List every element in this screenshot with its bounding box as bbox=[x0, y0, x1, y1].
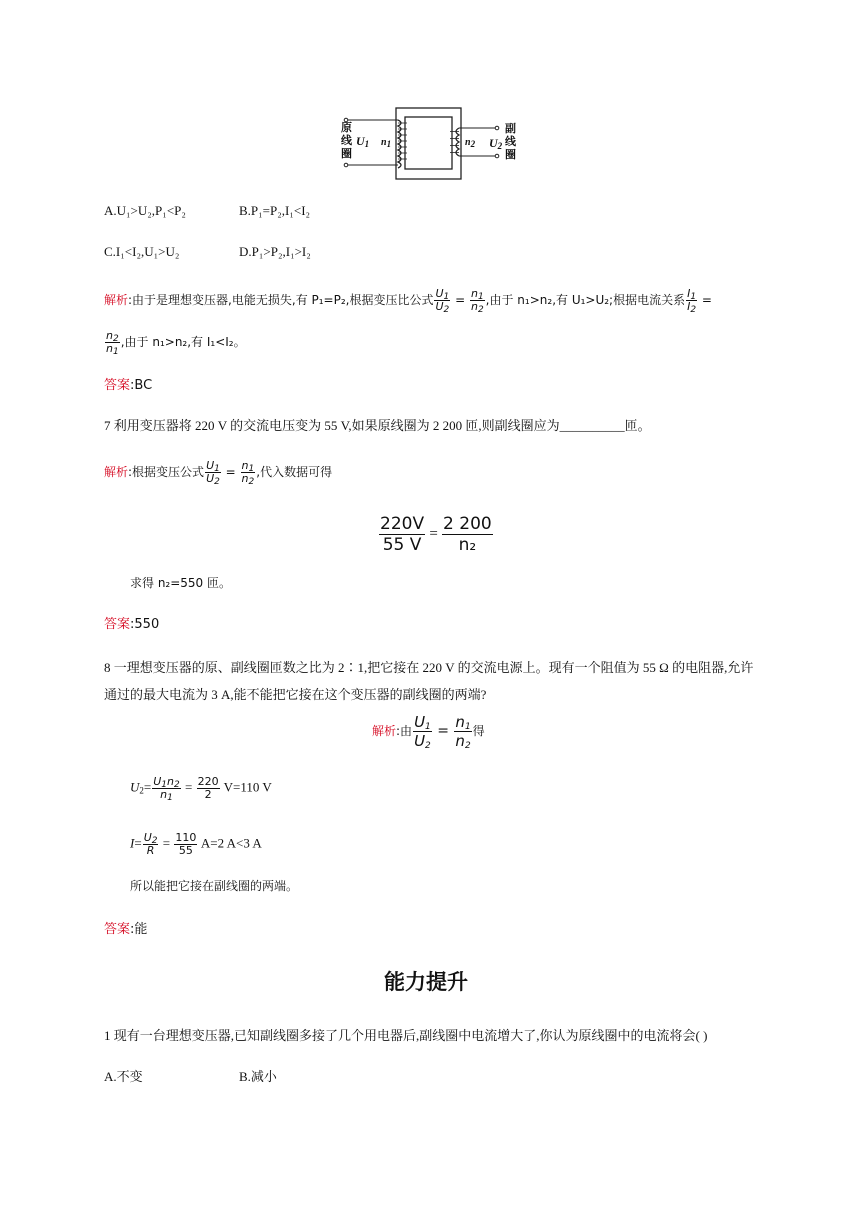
turns-fraction: $\frac{2 200}{\text{n₂}}$ bbox=[443, 514, 492, 555]
transformer-diagram bbox=[335, 104, 525, 180]
calc-result: V=110 V bbox=[223, 779, 272, 795]
n1-label: $n_1$ bbox=[381, 137, 392, 149]
analysis-text: :由 bbox=[396, 724, 413, 738]
analysis-text: :根据变压公式 bbox=[128, 465, 205, 479]
analysis-label: 解析 bbox=[104, 293, 129, 307]
q8-u2-calc: $U_2=$ $\frac{U_1n_2}{n_1}$ = $\frac{220}{2}$ V=110 V bbox=[130, 775, 272, 803]
q1-question: 1 现有一台理想变压器,已知副线圈多接了几个用电器后,副线圈中电流增大了,你认为原线圈中的电流将会( ) bbox=[104, 1028, 708, 1043]
analysis-text: 得 bbox=[472, 724, 485, 738]
q8-question-line1: 8 一理想变压器的原、副线圈匝数之比为 2∶1,把它接在 220 V 的交流电源上。现有一个阻值为 55 Ω 的电阻器,允许 bbox=[104, 660, 754, 675]
answer-label: 答案 bbox=[104, 922, 131, 937]
analysis-text: ,由于 n₁>n₂,有 U₁>U₂;根据电流关系 bbox=[485, 293, 686, 307]
analysis-label: 解析 bbox=[372, 724, 397, 738]
answer-label: 答案 bbox=[104, 378, 131, 393]
i-formula-fraction: $\frac{U_2}{R}$ bbox=[143, 831, 158, 857]
turns-ratio-fraction: $\frac{n_1}{n_2}$ bbox=[241, 459, 255, 487]
q6-option-c: C.I₁<I₂,U₁>U₂ bbox=[104, 244, 180, 259]
primary-label-char: 线 bbox=[341, 134, 352, 147]
turns-ratio-fraction: $\frac{n_1}{n_2}$ bbox=[455, 713, 471, 751]
analysis-text: :由于是理想变压器,电能无损失,有 P₁=P₂,根据变压比公式 bbox=[128, 293, 434, 307]
q7-answer bbox=[104, 613, 159, 632]
section-title: 能力提升 bbox=[384, 970, 468, 994]
q7-equation: $\frac{220V}{55 V}$ = $\frac{2 200}{\text{n₂}}$ bbox=[380, 514, 492, 555]
i-value-fraction: $\frac{110}{55}$ bbox=[175, 831, 197, 857]
turns-ratio-fraction: $\frac{n_1}{n_2}$ bbox=[470, 287, 484, 315]
q8-answer bbox=[104, 918, 147, 937]
q8-question-line2: 通过的最大电流为 3 A,能不能把它接在这个变压器的副线圈的两端? bbox=[104, 687, 487, 702]
voltage-ratio-fraction: $\frac{U_1}{U_2}$ bbox=[435, 287, 450, 315]
voltage-ratio-fraction: $\frac{U_1}{U_2}$ bbox=[206, 459, 220, 487]
q6-option-d: D.P₁>P₂,I₁>I₂ bbox=[239, 244, 311, 259]
u1-label: $U_1$ bbox=[356, 134, 370, 149]
voltage-fraction: $\frac{220V}{55 V}$ bbox=[380, 514, 425, 555]
q6-analysis-line1: 解析:由于是理想变压器,电能无损失,有 P₁=P₂,根据变压比公式 $\frac{U_1}{U_2}$ = $\frac{n_1}{n_2}$ ,由于 n₁>n₂,有 U₁>U₂;根据电流关系 $\frac{I_1}{I_2}$ = bbox=[104, 287, 712, 315]
q1-option-a: A.不变 bbox=[104, 1069, 143, 1084]
q1-option-b: B.减小 bbox=[239, 1069, 277, 1084]
q8-conclusion: 所以能把它接在副线圈的两端。 bbox=[130, 879, 299, 893]
q6-option-b: B.P₁=P₂,I₁<I₂ bbox=[239, 203, 311, 218]
answer-label: 答案 bbox=[104, 617, 131, 632]
analysis-text: ,由于 n₁>n₂,有 I₁<I₂。 bbox=[120, 335, 246, 349]
primary-coil-label bbox=[341, 121, 353, 160]
voltage-ratio-fraction: $\frac{U_1}{U_2}$ bbox=[414, 713, 431, 751]
answer-value: :550 bbox=[130, 617, 160, 632]
q6-option-a: A.U₁>U₂,P₁<P₂ bbox=[104, 203, 186, 218]
primary-label-char: 圈 bbox=[341, 147, 352, 160]
answer-value: :能 bbox=[130, 922, 148, 937]
current-ratio-fraction: $\frac{I_1}{I_2}$ bbox=[687, 287, 697, 315]
u2-label: $U_2$ bbox=[489, 136, 503, 151]
u2-formula-fraction: $\frac{U_1n_2}{n_1}$ bbox=[153, 775, 180, 803]
q8-i-calc: I= $\frac{U_2}{R}$ = $\frac{110}{55}$ A=2 A<3 A bbox=[130, 831, 262, 857]
secondary-coil-label bbox=[505, 122, 517, 161]
primary-label-char: 原 bbox=[341, 121, 352, 134]
q7-result: 求得 n₂=550 匝。 bbox=[130, 576, 232, 590]
q6-analysis-line2 bbox=[104, 330, 246, 355]
analysis-label: 解析 bbox=[104, 465, 129, 479]
q8-analysis: 解析:由 $\frac{U_1}{U_2}$ = $\frac{n_1}{n_2}$ 得 bbox=[372, 713, 485, 751]
turns-ratio-inverse-fraction: $\frac{n_2}{n_1}$ bbox=[106, 329, 119, 357]
secondary-label-char: 线 bbox=[505, 135, 516, 148]
u2-value-fraction: $\frac{220}{2}$ bbox=[197, 775, 219, 801]
analysis-text: ,代入数据可得 bbox=[256, 465, 333, 479]
secondary-label-char: 圈 bbox=[505, 148, 516, 161]
calc-result: A=2 A<3 A bbox=[200, 835, 262, 851]
answer-value: :BC bbox=[130, 378, 153, 393]
q7-analysis: 解析:根据变压公式 $\frac{U_1}{U_2}$ = $\frac{n_1}{n_2}$ ,代入数据可得 bbox=[104, 459, 333, 487]
secondary-label-char: 副 bbox=[505, 122, 516, 135]
n2-label: $n_2$ bbox=[465, 137, 476, 149]
q6-answer bbox=[104, 374, 152, 393]
q7-question: 7 利用变压器将 220 V 的交流电压变为 55 V,如果原线圈为 2 200 匝,则副线圈应为__________匝。 bbox=[104, 418, 651, 433]
